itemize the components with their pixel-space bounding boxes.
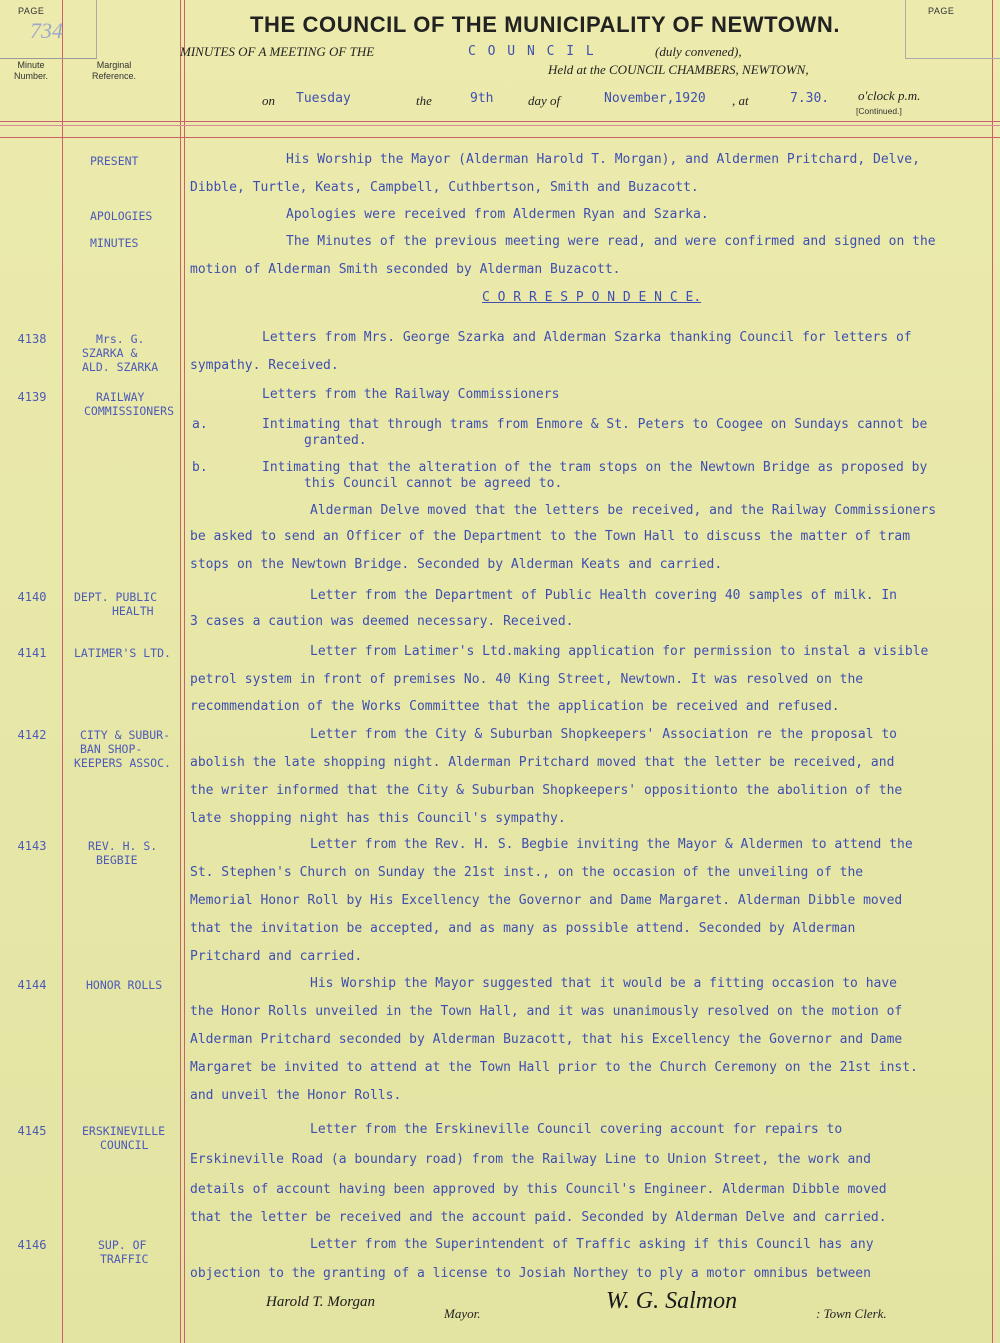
town-clerk-label: : Town Clerk.: [816, 1306, 887, 1321]
item-4139-marker-a: a.: [192, 417, 208, 432]
minute-number-4141: 4141: [17, 646, 47, 660]
meeting-date: November,1920: [604, 91, 706, 106]
item-4139-line-4: be asked to send an Officer of the Department to the Town Hall to discuss the matter of tram: [190, 529, 911, 544]
margin-4142-1: CITY & SUBUR-: [80, 728, 171, 742]
mayor-signature: Harold T. Morgan: [266, 1294, 376, 1310]
item-4144-line-5: and unveil the Honor Rolls.: [190, 1088, 402, 1103]
margin-4139-1: RAILWAY: [96, 390, 145, 404]
item-4143-line-3: Memorial Honor Roll by His Excellency the Governor and Dame Margaret. Alderman Dibble moved: [190, 893, 903, 908]
item-4142-line-2: abolish the late shopping night. Alderman Pritchard moved that the letter be received, and: [190, 755, 895, 770]
page-number: 734: [30, 18, 63, 43]
minutes-line-1: The Minutes of the previous meeting were read, and were confirmed and signed on the: [286, 234, 936, 249]
item-4138-line-2: sympathy. Received.: [190, 358, 339, 373]
item-4139-line-5: stops on the Newtown Bridge. Seconded by Alderman Keats and carried.: [190, 557, 723, 572]
page-number-box-right: [905, 0, 1000, 59]
at-label: , at: [732, 93, 749, 108]
item-4139-line-b2: this Council cannot be agreed to.: [304, 476, 563, 491]
item-4139-marker-b: b.: [192, 460, 208, 475]
item-4144-line-1: His Worship the Mayor suggested that it would be a fitting occasion to have: [310, 976, 897, 991]
margin-4138-1: Mrs. G.: [96, 332, 145, 346]
rule-header-bottom-2: [0, 137, 1000, 138]
item-4143-line-5: Pritchard and carried.: [190, 949, 363, 964]
margin-present: PRESENT: [90, 154, 139, 168]
margin-4140-1: DEPT. PUBLIC: [74, 590, 158, 604]
margin-4143-1: REV. H. S.: [88, 839, 158, 853]
item-4142-line-3: the writer informed that the City & Suburban Shopkeepers' oppositionto the abolition of the: [190, 783, 903, 798]
item-4139-line-a2: granted.: [304, 433, 367, 448]
margin-minutes: MINUTES: [90, 236, 139, 250]
item-4138-line-1: Letters from Mrs. George Szarka and Alderman Szarka thanking Council for letters of: [262, 330, 912, 345]
margin-4146-1: SUP. OF: [98, 1238, 147, 1252]
rule-margin-col: [180, 0, 181, 1343]
item-4143-line-1: Letter from the Rev. H. S. Begbie inviting the Mayor & Aldermen to attend the: [310, 837, 913, 852]
minute-number-4139: 4139: [17, 390, 47, 404]
item-4144-line-4: Margaret be invited to attend at the Town Hall prior to the Church Ceremony on the 21st inst.: [190, 1060, 918, 1075]
rule-minute-col: [62, 0, 63, 1343]
rule-right: [992, 0, 993, 1343]
item-4144-line-2: the Honor Rolls unveiled in the Town Hall, and it was unanimously resolved on the motion of: [190, 1004, 903, 1019]
on-label: on: [262, 93, 275, 108]
minutes-line-2: motion of Alderman Smith seconded by Alderman Buzacott.: [190, 262, 621, 277]
held-at: Held at the COUNCIL CHAMBERS, NEWTOWN,: [548, 62, 809, 77]
mayor-label: Mayor.: [444, 1306, 481, 1321]
page-label-right: PAGE: [928, 6, 955, 16]
meeting-type: C O U N C I L: [468, 44, 596, 59]
item-4143-line-2: St. Stephen's Church on Sunday the 21st inst., on the occasion of the unveiling of the: [190, 865, 864, 880]
minute-number-4143: 4143: [17, 839, 47, 853]
minute-number-4142: 4142: [17, 728, 47, 742]
day-of-label: day of: [528, 93, 561, 108]
duly-convened: (duly convened),: [655, 44, 742, 59]
item-4140-line-2: 3 cases a caution was deemed necessary. Received.: [190, 614, 574, 629]
meeting-day: 9th: [470, 91, 494, 106]
col-marginal-reference: Marginal Reference.: [91, 60, 137, 81]
margin-4142-3: KEEPERS ASSOC.: [74, 756, 171, 770]
item-4143-line-4: that the invitation be accepted, and as many as possible attend. Seconded by Alderman: [190, 921, 856, 936]
margin-4140-2: HEALTH: [112, 604, 154, 618]
item-4144-line-3: Alderman Pritchard seconded by Alderman Buzacott, that his Excellency the Governor and Dame: [190, 1032, 903, 1047]
margin-4145-2: COUNCIL: [100, 1138, 149, 1152]
item-4139-line-b1: Intimating that the alteration of the tram stops on the Newtown Bridge as proposed by: [262, 460, 928, 475]
item-4141-line-2: petrol system in front of premises No. 40 King Street, Newtown. It was resolved on the: [190, 672, 864, 687]
minute-number-4144: 4144: [17, 978, 47, 992]
item-4142-line-4: late shopping night has this Council's sympathy.: [190, 811, 566, 826]
minute-number-4145: 4145: [17, 1124, 47, 1138]
margin-4142-2: BAN SHOP-: [80, 742, 143, 756]
margin-4145-1: ERSKINEVILLE: [82, 1124, 166, 1138]
margin-4146-2: TRAFFIC: [100, 1252, 149, 1266]
item-4145-line-2: Erskineville Road (a boundary road) from the Railway Line to Union Street, the work and: [190, 1152, 871, 1167]
margin-4141-1: LATIMER'S LTD.: [74, 646, 171, 660]
the-label: the: [416, 93, 432, 108]
present-line-1: His Worship the Mayor (Alderman Harold T. Morgan), and Aldermen Pritchard, Delve,: [286, 152, 920, 167]
rule-margin-col-double: [184, 0, 185, 1343]
rule-header-bottom-double: [0, 125, 1000, 126]
correspondence-heading: C O R R E S P O N D E N C E.: [482, 290, 702, 305]
apologies-line: Apologies were received from Aldermen Ryan and Szarka.: [286, 207, 709, 222]
item-4145-line-1: Letter from the Erskineville Council covering account for repairs to: [310, 1122, 843, 1137]
item-4141-line-1: Letter from Latimer's Ltd.making application for permission to instal a visible: [310, 644, 929, 659]
col-minute-number: Minute Number.: [13, 60, 48, 81]
margin-4139-2: COMMISSIONERS: [84, 404, 175, 418]
meeting-time: 7.30.: [790, 91, 830, 106]
minutes-of-label: MINUTES OF A MEETING OF THE: [180, 44, 375, 59]
item-4139-line-1: Letters from the Railway Commissioners: [262, 387, 560, 402]
item-4139-line-a1: Intimating that through trams from Enmore & St. Peters to Coogee on Sundays cannot be: [262, 417, 928, 432]
minute-number-4140: 4140: [17, 590, 47, 604]
margin-4144-1: HONOR ROLLS: [86, 978, 163, 992]
margin-4138-3: ALD. SZARKA: [82, 360, 159, 374]
item-4146-line-2: objection to the granting of a license to Josiah Northey to ply a motor omnibus between: [190, 1266, 871, 1281]
page-label-left: PAGE: [18, 6, 45, 16]
minute-number-4146: 4146: [17, 1238, 47, 1252]
meeting-weekday: Tuesday: [296, 91, 351, 106]
item-4145-line-3: details of account having been approved by this Council's Engineer. Alderman Dibble moved: [190, 1182, 887, 1197]
margin-4143-2: BEGBIE: [96, 853, 138, 867]
margin-4138-2: SZARKA &: [82, 346, 138, 360]
minute-number-4138: 4138: [17, 332, 47, 346]
oclock-label: o'clock p.m.: [858, 88, 921, 103]
rule-header-bottom: [0, 121, 1000, 122]
item-4141-line-3: recommendation of the Works Committee that the application be received and refused.: [190, 699, 840, 714]
item-4142-line-1: Letter from the City & Suburban Shopkeepers' Association re the proposal to: [310, 727, 897, 742]
item-4146-line-1: Letter from the Superintendent of Traffic asking if this Council has any: [310, 1237, 874, 1252]
clerk-signature: W. G. Salmon: [606, 1288, 738, 1314]
present-line-2: Dibble, Turtle, Keats, Campbell, Cuthbertson, Smith and Buzacott.: [190, 180, 699, 195]
item-4140-line-1: Letter from the Department of Public Health covering 40 samples of milk. In: [310, 588, 897, 603]
council-title: THE COUNCIL OF THE MUNICIPALITY OF NEWTOWN.: [250, 12, 841, 37]
item-4139-line-3: Alderman Delve moved that the letters be received, and the Railway Commissioners: [310, 503, 937, 518]
margin-apologies: APOLOGIES: [90, 209, 153, 223]
continued-label: [Continued.]: [856, 106, 902, 116]
item-4145-line-4: that the letter be received and the account paid. Seconded by Alderman Delve and carried.: [190, 1210, 887, 1225]
